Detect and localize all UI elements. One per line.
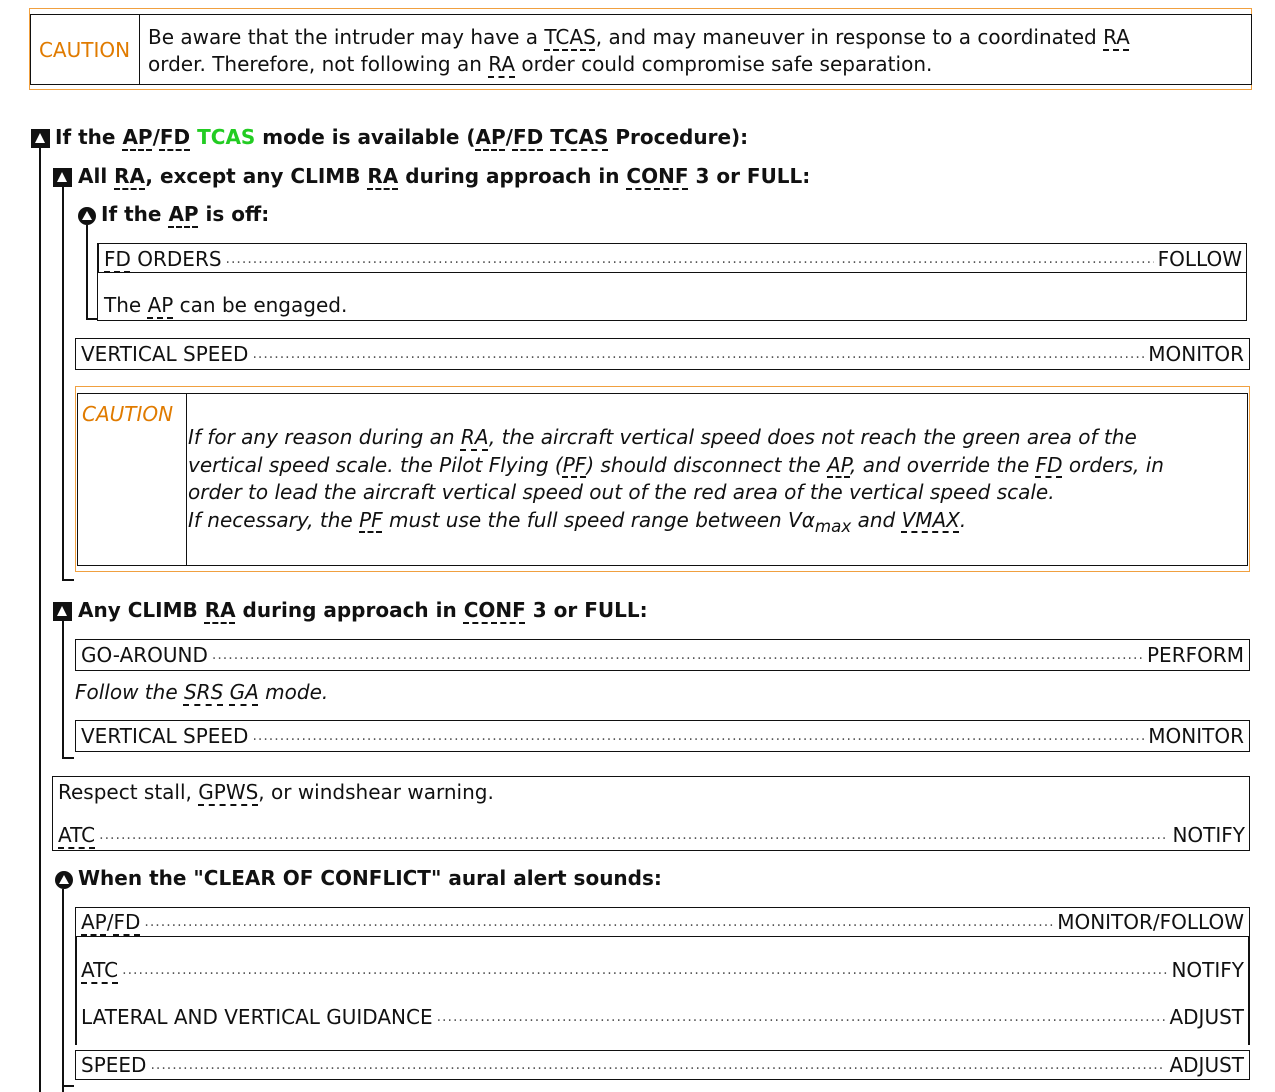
abbr-ra[interactable]: RA: [488, 52, 516, 76]
collapse-circle-icon[interactable]: [78, 207, 96, 225]
checklist-item-atc: [58, 822, 1245, 848]
checklist-item-guidance: LATERAL AND VERTICAL GUIDANCE ..... ADJUST: [81, 1004, 1244, 1030]
tree-line-end: [62, 757, 74, 759]
tree-line-end: [62, 1085, 74, 1087]
leader-dots: [226, 251, 1154, 267]
checklist-action: MONITOR/FOLLOW: [1057, 910, 1244, 934]
abbr-atc[interactable]: ATC: [81, 958, 119, 982]
respect-warnings-note: Respect stall, GPWS, or windshear warning.: [58, 780, 494, 804]
checklist-item-fd-orders: FD ORDERS ..... FOLLOW: [104, 246, 1242, 272]
heading-tcas-mode-available: If the AP/FD TCAS mode is available (AP/FD TCAS Procedure):: [55, 125, 749, 149]
collapse-triangle-icon[interactable]: [53, 168, 72, 187]
checklist-item-apfd: AP/FD ..... MONITOR/FOLLOW: [81, 909, 1244, 935]
abbr-ra[interactable]: RA: [460, 425, 489, 449]
abbr-pf[interactable]: PF: [359, 507, 383, 532]
checklist-action: NOTIFY: [1171, 958, 1244, 982]
checklist-item-atc: [81, 957, 1244, 983]
tcas-mode-label: TCAS: [197, 125, 256, 149]
heading-clear-of-conflict: When the "CLEAR OF CONFLICT" aural alert sounds:: [78, 866, 662, 890]
abbr-conf[interactable]: CONF: [463, 598, 526, 622]
abbr-ga[interactable]: GA: [229, 680, 259, 704]
caution-text-top: Be aware that the intruder may have a TCAS, and may maneuver in response to a coordinated RA order. Therefore, not following an RA order could compromise safe separation.: [148, 25, 1130, 76]
abbr-ap[interactable]: AP: [122, 125, 153, 149]
heading-all-ra: All RA, except any CLIMB RA during approach in CONF 3 or FULL:: [78, 164, 811, 188]
caution-text-mid: If for any reason during an RA, the aircraft vertical speed does not reach the green area of the vertical speed scale. the Pilot Flying (PF) should disconnect the AP, and override the FD orders, in order to lead the aircraft vertical speed out of the red area of the vertical speed scale. If necessary, the PF must use the full speed range between $V\alpha_{max}$ and VMAX.: [188, 425, 1164, 536]
checklist-item-vertical-speed: VERTICAL SPEED ..... MONITOR: [81, 341, 1244, 367]
tree-line-level1: [39, 148, 41, 1092]
checklist-item-go-around: GO-AROUND ..... PERFORM: [81, 642, 1244, 668]
caution-label-top: CAUTION: [30, 14, 140, 85]
checklist-action: NOTIFY: [1172, 823, 1245, 847]
abbr-pf[interactable]: PF: [562, 452, 587, 477]
leader-dots: [212, 647, 1143, 663]
checklist-item-vertical-speed: VERTICAL SPEED ..... MONITOR: [81, 723, 1244, 749]
srs-ga-note: Follow the SRS GA mode.: [75, 680, 329, 704]
abbr-ap[interactable]: AP: [475, 125, 506, 149]
abbr-ra[interactable]: RA: [1103, 25, 1130, 49]
abbr-conf[interactable]: CONF: [626, 164, 689, 188]
abbr-fd[interactable]: FD: [159, 125, 191, 149]
leader-dots: [437, 1009, 1166, 1025]
abbr-fd[interactable]: FD: [104, 247, 131, 271]
tree-line-level2c: [62, 889, 64, 1092]
checklist-action: PERFORM: [1147, 643, 1244, 667]
abbr-ra[interactable]: RA: [367, 164, 399, 188]
tree-line-end: [62, 579, 74, 581]
tree-line-level2: [62, 187, 64, 580]
abbr-tcas[interactable]: TCAS: [550, 125, 609, 149]
checklist-action: ADJUST: [1169, 1005, 1244, 1029]
leader-dots: [252, 728, 1144, 744]
tree-line-level3: [86, 225, 88, 320]
checklist-action: ADJUST: [1169, 1053, 1244, 1077]
abbr-ap[interactable]: AP: [147, 293, 174, 317]
abbr-ap[interactable]: AP: [168, 202, 199, 226]
checklist-item-speed: SPEED ..... ADJUST: [81, 1052, 1244, 1078]
leader-dots: [150, 1057, 1165, 1073]
abbr-srs[interactable]: SRS: [183, 680, 224, 704]
collapse-circle-icon[interactable]: [55, 871, 73, 889]
abbr-atc[interactable]: ATC: [58, 823, 96, 847]
abbr-ra[interactable]: RA: [204, 598, 236, 622]
tree-line-level2b: [62, 621, 64, 759]
ap-engaged-note: The AP can be engaged.: [104, 293, 348, 317]
leader-dots: [252, 346, 1144, 362]
abbr-ra[interactable]: RA: [114, 164, 146, 188]
checklist-action: MONITOR: [1148, 724, 1244, 748]
group-border-left: [75, 937, 77, 1045]
abbr-ap[interactable]: AP: [81, 910, 107, 934]
collapse-triangle-icon[interactable]: [31, 129, 50, 148]
leader-dots: [122, 962, 1167, 978]
collapse-triangle-icon[interactable]: [53, 602, 72, 621]
checklist-action: MONITOR: [1148, 342, 1244, 366]
abbr-tcas[interactable]: TCAS: [544, 25, 596, 49]
leader-dots: [99, 827, 1168, 843]
group-border-right: [1248, 937, 1250, 1045]
abbr-fd[interactable]: FD: [1035, 452, 1063, 477]
abbr-gpws[interactable]: GPWS: [198, 780, 259, 804]
abbr-ap[interactable]: AP: [827, 452, 851, 477]
leader-dots: [144, 914, 1053, 930]
heading-any-climb-ra: Any CLIMB RA during approach in CONF 3 or FULL:: [78, 598, 648, 622]
abbr-fd[interactable]: FD: [113, 910, 141, 934]
abbr-vmax[interactable]: VMAX: [901, 507, 960, 532]
abbr-fd[interactable]: FD: [512, 125, 544, 149]
checklist-action: FOLLOW: [1157, 247, 1242, 271]
heading-ap-off: If the AP is off:: [101, 202, 270, 226]
caution-label-mid: CAUTION: [82, 402, 174, 426]
